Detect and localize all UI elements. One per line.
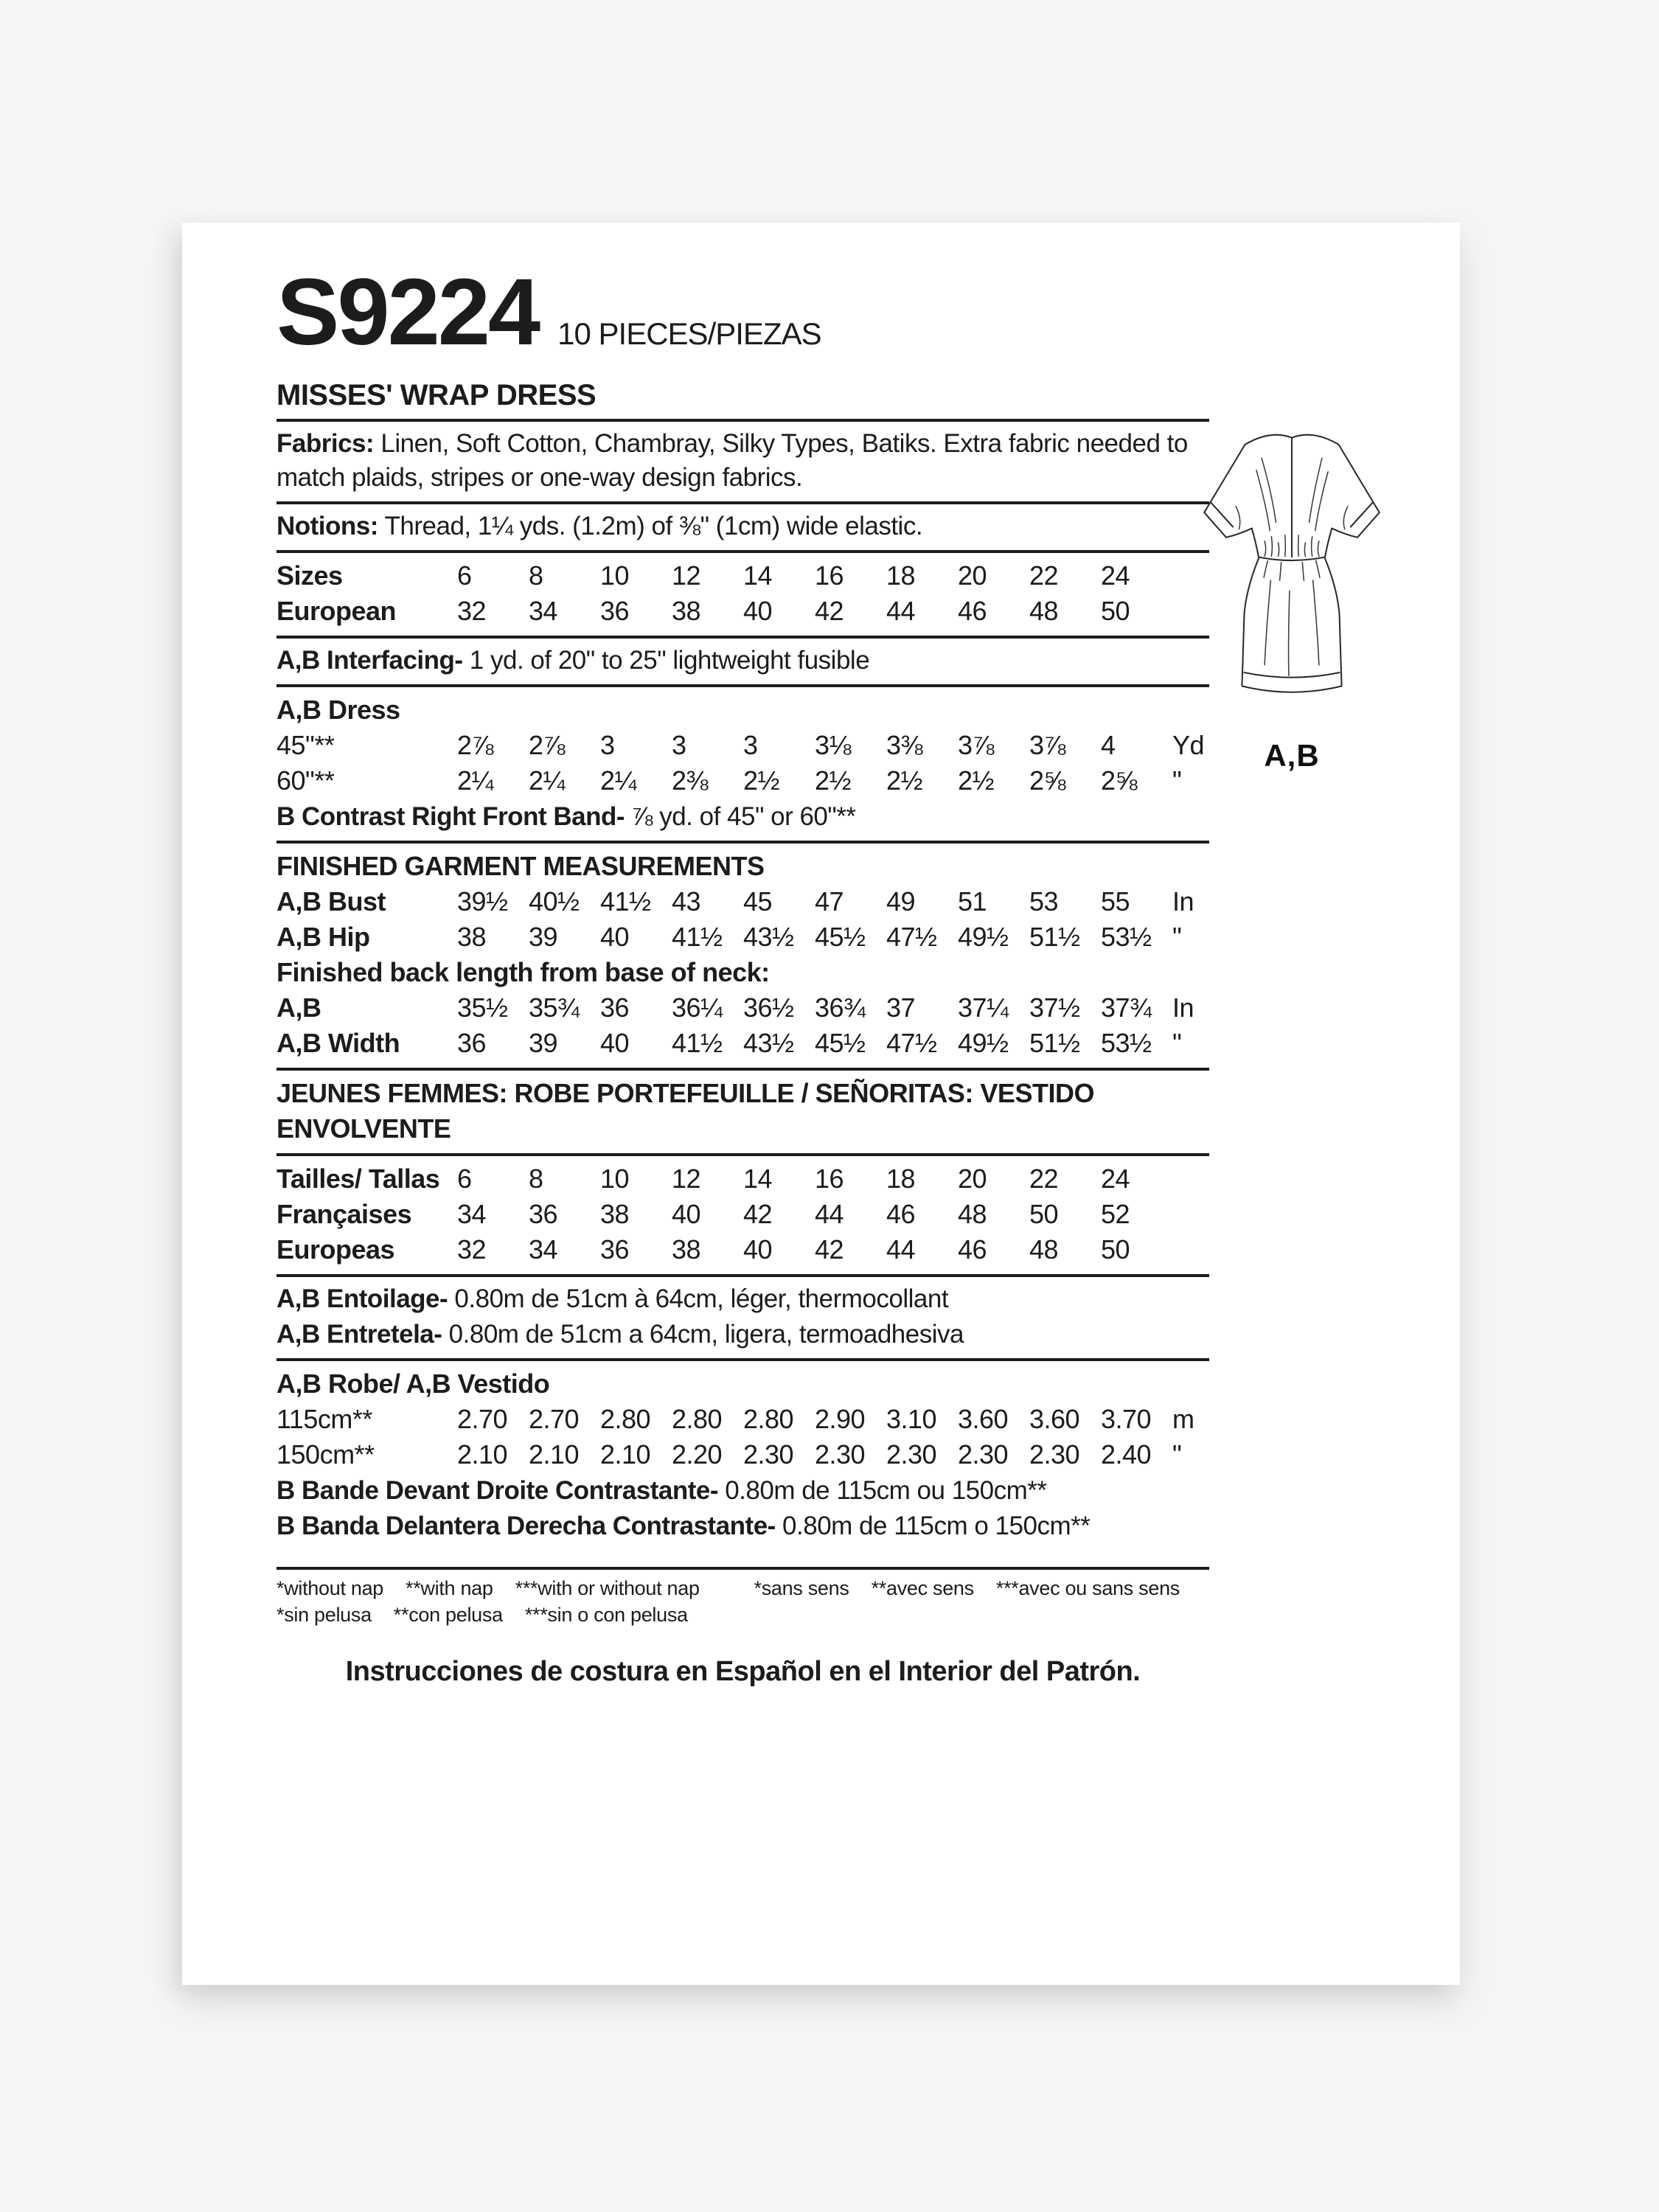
- row-label: A,B Width: [276, 1028, 400, 1058]
- divider-rule: [276, 550, 1209, 553]
- row-unit: In: [1172, 992, 1194, 1023]
- row-label: European: [276, 596, 397, 626]
- entoilage-label: A,B Entoilage-: [276, 1284, 448, 1313]
- table-cell: ***avec ou sans sens: [995, 1577, 1180, 1599]
- table-cell: 3: [672, 730, 686, 760]
- table-cell: 50: [1101, 596, 1130, 626]
- table-cell: 32: [457, 1234, 487, 1265]
- notions-text: Thread, 1¼ yds. (1.2m) of ⅜" (1cm) wide elastic.: [378, 512, 923, 540]
- notions-label: Notions:: [276, 512, 378, 540]
- table-cell: 2¼: [529, 765, 566, 796]
- yardage-row-45: [276, 728, 1209, 763]
- table-cell: 42: [815, 596, 844, 626]
- back-length-row: [276, 990, 1209, 1026]
- table-cell: 48: [1029, 1234, 1059, 1265]
- spanish-instructions-note: Instrucciones de costura en Español en el Interior del Patrón.: [345, 1656, 1141, 1687]
- table-cell: 49½: [958, 1028, 1009, 1058]
- row-label: Sizes: [276, 560, 343, 591]
- table-cell: 3⅞: [1029, 730, 1066, 760]
- table-cell: 44: [886, 1234, 916, 1265]
- table-cell: 41½: [672, 1028, 723, 1058]
- banda-label: B Banda Delantera Derecha Contrastante-: [276, 1512, 776, 1540]
- table-cell: 3.10: [886, 1404, 937, 1434]
- row-label: 60"**: [276, 765, 335, 796]
- fabrics-text: Linen, Soft Cotton, Chambray, Silky Types, Batiks. Extra fabric needed to match plaids, stripes or one-way design fabrics.: [276, 429, 1188, 492]
- table-cell: 2½: [958, 765, 995, 796]
- fabrics-label: Fabrics:: [276, 429, 375, 458]
- table-cell: 40½: [529, 886, 580, 917]
- row-unit: ": [1172, 765, 1182, 796]
- divider-rule: [276, 1567, 1209, 1570]
- european-sizes-row: [276, 594, 1209, 629]
- table-cell: 10: [600, 560, 630, 591]
- table-cell: 42: [815, 1234, 844, 1265]
- table-cell: 37¾: [1101, 992, 1152, 1023]
- table-cell: 46: [958, 596, 987, 626]
- dress-illustration: [1185, 416, 1399, 773]
- table-cell: 32: [457, 596, 487, 626]
- divider-rule: [276, 1153, 1209, 1156]
- table-cell: 43½: [743, 922, 794, 952]
- pattern-envelope-back: [182, 223, 1460, 1985]
- table-cell: 47½: [886, 1028, 937, 1058]
- table-cell: ***with or without nap: [515, 1577, 700, 1599]
- table-cell: 2.80: [743, 1404, 794, 1434]
- table-cell: 38: [672, 1234, 701, 1265]
- divider-rule: [276, 1358, 1209, 1361]
- row-label: A,B Bust: [276, 886, 386, 917]
- table-cell: 8: [529, 1164, 543, 1194]
- french-spanish-heading: JEUNES FEMMES: ROBE PORTEFEUILLE / SEÑORITAS: VESTIDO ENVOLVENTE: [276, 1078, 1094, 1144]
- bande-label: B Bande Devant Droite Contrastante-: [276, 1476, 718, 1505]
- divider-rule: [276, 841, 1209, 844]
- row-unit: [1172, 1232, 1209, 1267]
- table-cell: **with nap: [406, 1577, 493, 1599]
- table-cell: 3⅛: [815, 730, 852, 760]
- table-cell: 2.80: [600, 1404, 651, 1434]
- table-cell: 45: [743, 886, 773, 917]
- table-cell: 41½: [600, 886, 651, 917]
- table-cell: 14: [743, 1164, 773, 1194]
- table-cell: 39½: [457, 886, 508, 917]
- table-cell: 53½: [1101, 1028, 1152, 1058]
- footnotes: [276, 1575, 1209, 1628]
- table-cell: 53½: [1101, 922, 1152, 952]
- table-cell: 4: [1101, 730, 1116, 760]
- contrast-band-text: ⅞ yd. of 45" or 60"**: [625, 802, 856, 831]
- width-row: [276, 1026, 1209, 1061]
- table-cell: 2.30: [743, 1439, 794, 1470]
- interfacing-label: A,B Interfacing-: [276, 646, 463, 675]
- table-cell: 18: [886, 1164, 916, 1194]
- entoilage-line: [276, 1282, 1209, 1316]
- table-cell: 40: [672, 1199, 701, 1229]
- table-cell: 20: [958, 560, 987, 591]
- row-unit: ": [1172, 922, 1182, 952]
- entoilage-text: 0.80m de 51cm à 64cm, léger, thermocollant: [448, 1284, 949, 1313]
- table-cell: 2.20: [672, 1439, 723, 1470]
- pieces-count: 10 PIECES/PIEZAS: [557, 316, 821, 351]
- table-cell: 48: [1029, 596, 1059, 626]
- table-cell: 16: [815, 560, 844, 591]
- divider-rule: [276, 636, 1209, 639]
- divider-rule: [276, 501, 1209, 504]
- sizes-row: [276, 558, 1209, 594]
- francaises-row: [276, 1197, 1209, 1232]
- interfacing-text: 1 yd. of 20" to 25" lightweight fusible: [462, 646, 870, 675]
- table-cell: *without nap: [276, 1577, 384, 1599]
- bust-row: [276, 884, 1209, 919]
- table-cell: 2.70: [529, 1404, 580, 1434]
- table-cell: **con pelusa: [393, 1604, 503, 1626]
- row-label: Tailles/ Tallas: [276, 1164, 440, 1194]
- table-cell: 37: [886, 992, 916, 1023]
- table-cell: 49: [886, 886, 916, 917]
- dress-yardage-heading: A,B Dress: [276, 695, 400, 725]
- table-cell: 47½: [886, 922, 937, 952]
- table-cell: 36: [600, 596, 630, 626]
- row-unit: Yd: [1172, 730, 1205, 760]
- table-cell: 22: [1029, 560, 1059, 591]
- table-cell: 3.70: [1101, 1404, 1152, 1434]
- pattern-number: S9224: [276, 260, 539, 365]
- finished-measurements-heading: FINISHED GARMENT MEASUREMENTS: [276, 851, 765, 881]
- table-cell: 24: [1101, 1164, 1130, 1194]
- table-cell: 46: [958, 1234, 987, 1265]
- table-cell: 2.10: [457, 1439, 508, 1470]
- table-cell: 36: [600, 1234, 630, 1265]
- table-cell: *sin pelusa: [276, 1604, 372, 1626]
- table-cell: 51½: [1029, 1028, 1080, 1058]
- row-label: A,B Hip: [276, 922, 370, 952]
- table-cell: 39: [529, 1028, 558, 1058]
- row-unit: m: [1172, 1404, 1194, 1434]
- table-cell: ***sin o con pelusa: [524, 1604, 688, 1626]
- table-cell: 45½: [815, 922, 866, 952]
- table-cell: 2.70: [457, 1404, 508, 1434]
- table-cell: 43: [672, 886, 701, 917]
- table-cell: 3.60: [958, 1404, 1009, 1434]
- table-cell: 3: [600, 730, 615, 760]
- table-cell: 38: [672, 596, 701, 626]
- table-cell: 36: [457, 1028, 487, 1058]
- table-cell: 12: [672, 560, 701, 591]
- interfacing-line: [276, 644, 1209, 678]
- back-length-heading: Finished back length from base of neck:: [276, 957, 770, 987]
- table-cell: 16: [815, 1164, 844, 1194]
- row-label: Europeas: [276, 1234, 395, 1265]
- table-cell: 44: [815, 1199, 844, 1229]
- table-cell: 3.60: [1029, 1404, 1080, 1434]
- table-cell: 2.30: [815, 1439, 866, 1470]
- table-cell: 3⅜: [886, 730, 923, 760]
- row-unit: ": [1172, 1439, 1182, 1470]
- table-cell: 2.80: [672, 1404, 723, 1434]
- banda-line: [276, 1509, 1209, 1543]
- table-cell: 36: [600, 992, 630, 1023]
- table-cell: 2.40: [1101, 1439, 1152, 1470]
- table-cell: 12: [672, 1164, 701, 1194]
- fabrics-paragraph: [276, 427, 1209, 495]
- footnote-line-fr: [754, 1575, 1202, 1601]
- divider-rule: [276, 1274, 1209, 1277]
- table-cell: 2⅝: [1029, 765, 1066, 796]
- table-cell: 2.10: [529, 1439, 580, 1470]
- footnote-line-en: [276, 1575, 722, 1601]
- table-cell: 3⅞: [958, 730, 995, 760]
- table-cell: 14: [743, 560, 773, 591]
- table-cell: 36½: [743, 992, 794, 1023]
- table-cell: 36¼: [672, 992, 723, 1023]
- table-cell: 2½: [886, 765, 923, 796]
- table-cell: 37¼: [958, 992, 1009, 1023]
- contrast-band-label: B Contrast Right Front Band-: [276, 802, 625, 831]
- table-cell: 6: [457, 560, 472, 591]
- table-cell: 24: [1101, 560, 1130, 591]
- table-cell: 2¼: [600, 765, 637, 796]
- table-cell: 51: [958, 886, 987, 917]
- table-cell: 2.30: [886, 1439, 937, 1470]
- table-cell: 10: [600, 1164, 630, 1194]
- row-label: 45"**: [276, 730, 335, 760]
- table-cell: 34: [529, 596, 558, 626]
- envelope-content: [276, 260, 1209, 1688]
- entretela-text: 0.80m de 51cm a 64cm, ligera, termoadhesiva: [442, 1320, 964, 1349]
- table-cell: 2.30: [958, 1439, 1009, 1470]
- row-unit: In: [1172, 886, 1194, 917]
- table-cell: 6: [457, 1164, 472, 1194]
- divider-rule: [276, 419, 1209, 422]
- entretela-label: A,B Entretela-: [276, 1320, 442, 1349]
- table-cell: 51½: [1029, 922, 1080, 952]
- hip-row: [276, 919, 1209, 955]
- europeas-row: [276, 1232, 1209, 1267]
- row-label: Françaises: [276, 1199, 412, 1229]
- footnotes-english-spanish: [276, 1575, 722, 1628]
- row-unit: ": [1172, 1028, 1182, 1058]
- table-cell: 2.90: [815, 1404, 866, 1434]
- table-cell: 2⅞: [529, 730, 566, 760]
- table-cell: **avec sens: [871, 1577, 974, 1599]
- table-cell: 2¼: [457, 765, 494, 796]
- table-cell: 40: [600, 1028, 630, 1058]
- table-cell: 40: [600, 922, 630, 952]
- table-cell: 38: [600, 1199, 630, 1229]
- divider-rule: [276, 1068, 1209, 1071]
- banda-text: 0.80m de 115cm o 150cm**: [775, 1512, 1091, 1540]
- table-cell: 48: [958, 1199, 987, 1229]
- dress-back-view-drawing: [1185, 416, 1399, 733]
- table-cell: 3: [743, 730, 758, 760]
- table-cell: 43½: [743, 1028, 794, 1058]
- title-row: [276, 260, 1209, 365]
- table-cell: 34: [457, 1199, 487, 1229]
- row-unit: [1172, 1161, 1209, 1197]
- entretela-line: [276, 1318, 1209, 1352]
- notions-paragraph: [276, 509, 1209, 543]
- table-cell: 38: [457, 922, 487, 952]
- table-cell: 44: [886, 596, 916, 626]
- table-cell: 39: [529, 922, 558, 952]
- footnote-line-es: [276, 1601, 722, 1628]
- tailles-row: [276, 1161, 1209, 1197]
- table-cell: 41½: [672, 922, 723, 952]
- table-cell: 50: [1101, 1234, 1130, 1265]
- robe-vestido-heading: A,B Robe/ A,B Vestido: [276, 1368, 550, 1399]
- row-unit: [1172, 1197, 1209, 1232]
- contrast-band-line: [276, 800, 1209, 834]
- table-cell: 53: [1029, 886, 1059, 917]
- table-cell: 20: [958, 1164, 987, 1194]
- metric-row-150: [276, 1437, 1209, 1472]
- table-cell: 2⅞: [457, 730, 494, 760]
- table-cell: 2.10: [600, 1439, 651, 1470]
- row-label: 150cm**: [276, 1439, 375, 1470]
- table-cell: 49½: [958, 922, 1009, 952]
- table-cell: 40: [743, 596, 773, 626]
- table-cell: 55: [1101, 886, 1130, 917]
- divider-rule: [276, 684, 1209, 687]
- table-cell: *sans sens: [754, 1577, 849, 1599]
- footnotes-french: [754, 1575, 1209, 1628]
- table-cell: 36: [529, 1199, 558, 1229]
- table-cell: 36¾: [815, 992, 866, 1023]
- table-cell: 2.30: [1029, 1439, 1080, 1470]
- table-cell: 2⅝: [1101, 765, 1138, 796]
- table-cell: 46: [886, 1199, 916, 1229]
- table-cell: 42: [743, 1199, 773, 1229]
- garment-title: MISSES' WRAP DRESS: [276, 379, 597, 411]
- table-cell: 8: [529, 560, 543, 591]
- row-label: A,B: [276, 992, 321, 1023]
- yardage-row-60: [276, 763, 1209, 799]
- table-cell: 47: [815, 886, 844, 917]
- table-cell: 18: [886, 560, 916, 591]
- bande-text: 0.80m de 115cm ou 150cm**: [717, 1476, 1047, 1505]
- dress-views-label: A,B: [1264, 738, 1320, 773]
- metric-row-115: [276, 1402, 1209, 1437]
- table-cell: 50: [1029, 1199, 1059, 1229]
- table-cell: 40: [743, 1234, 773, 1265]
- table-cell: 45½: [815, 1028, 866, 1058]
- row-label: 115cm**: [276, 1404, 372, 1434]
- table-cell: 2⅜: [672, 765, 709, 796]
- table-cell: 35½: [457, 992, 508, 1023]
- table-cell: 35¾: [529, 992, 580, 1023]
- table-cell: 37½: [1029, 992, 1080, 1023]
- table-cell: 34: [529, 1234, 558, 1265]
- bande-line: [276, 1474, 1209, 1508]
- table-cell: 22: [1029, 1164, 1059, 1194]
- table-cell: 52: [1101, 1199, 1130, 1229]
- table-cell: 2½: [815, 765, 852, 796]
- table-cell: 2½: [743, 765, 780, 796]
